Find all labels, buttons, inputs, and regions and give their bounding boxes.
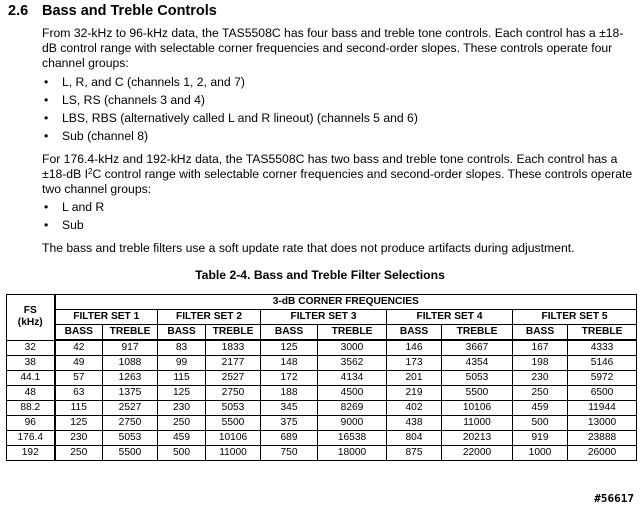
- bass-value-cell: 57: [55, 371, 103, 386]
- treble-value-cell: 2750: [103, 416, 158, 431]
- treble-value-cell: 3000: [318, 340, 387, 356]
- treble-value-cell: 5053: [206, 401, 261, 416]
- bass-value-cell: 875: [387, 446, 442, 461]
- treble-value-cell: 20213: [442, 431, 513, 446]
- bass-value-cell: 146: [387, 340, 442, 356]
- bass-header: BASS: [387, 325, 442, 341]
- treble-value-cell: 5500: [206, 416, 261, 431]
- bullet-icon: •: [44, 75, 49, 89]
- treble-header: TREBLE: [442, 325, 513, 341]
- high-rate-paragraph: For 176.4-kHz and 192-kHz data, the TAS5508C has two bass and treble tone controls. Each control has a ±18-dB $I^2C$ control range with selectable corner frequencies and second-order slopes. These controls operate two channel groups:: [42, 152, 633, 196]
- bass-header: BASS: [55, 325, 103, 341]
- treble-value-cell: 11000: [206, 446, 261, 461]
- list-item: • Sub: [44, 218, 84, 232]
- treble-value-cell: 9000: [318, 416, 387, 431]
- bullet-icon: •: [44, 200, 49, 214]
- bass-value-cell: 345: [261, 401, 318, 416]
- bass-value-cell: 63: [55, 386, 103, 401]
- channel-groups-list-1: [42, 73, 418, 145]
- table-row: [7, 446, 637, 461]
- bass-value-cell: 250: [55, 446, 103, 461]
- fs-value-cell: 32: [7, 340, 55, 356]
- filter-set-header: FILTER SET 4: [387, 310, 513, 325]
- bass-value-cell: 172: [261, 371, 318, 386]
- treble-value-cell: 1375: [103, 386, 158, 401]
- treble-header: TREBLE: [206, 325, 261, 341]
- treble-value-cell: 10106: [206, 431, 261, 446]
- filter-set-header: FILTER SET 5: [513, 310, 637, 325]
- section-number: 2.6: [8, 3, 29, 19]
- watermark: #56617: [594, 492, 634, 505]
- treble-value-cell: 4354: [442, 356, 513, 371]
- treble-value-cell: 3562: [318, 356, 387, 371]
- table-body: [7, 340, 637, 461]
- bass-value-cell: 402: [387, 401, 442, 416]
- bass-value-cell: 500: [158, 446, 206, 461]
- treble-value-cell: 5500: [442, 386, 513, 401]
- bass-value-cell: 459: [158, 431, 206, 446]
- treble-value-cell: 2750: [206, 386, 261, 401]
- treble-header: TREBLE: [103, 325, 158, 341]
- treble-value-cell: 5146: [568, 356, 637, 371]
- fs-value-cell: 176.4: [7, 431, 55, 446]
- fs-header: FS (kHz): [7, 295, 55, 341]
- fs-value-cell: 48: [7, 386, 55, 401]
- table-row: [7, 340, 637, 356]
- channel-groups-list-2: [42, 198, 104, 234]
- fs-value-cell: 38: [7, 356, 55, 371]
- treble-value-cell: 1088: [103, 356, 158, 371]
- treble-value-cell: 917: [103, 340, 158, 356]
- bass-value-cell: 919: [513, 431, 568, 446]
- table-row: [7, 401, 637, 416]
- fs-value-cell: 192: [7, 446, 55, 461]
- bass-value-cell: 115: [158, 371, 206, 386]
- bass-value-cell: 250: [158, 416, 206, 431]
- list-item: • LBS, RBS (alternatively called L and R lineout) (channels 5 and 6): [44, 111, 418, 125]
- bass-value-cell: 375: [261, 416, 318, 431]
- filter-selection-table: [6, 294, 637, 461]
- treble-value-cell: 22000: [442, 446, 513, 461]
- section-heading: [8, 3, 217, 19]
- treble-header: TREBLE: [318, 325, 387, 341]
- bass-value-cell: 438: [387, 416, 442, 431]
- bass-value-cell: 459: [513, 401, 568, 416]
- bass-value-cell: 201: [387, 371, 442, 386]
- treble-value-cell: 5500: [103, 446, 158, 461]
- bass-value-cell: 115: [55, 401, 103, 416]
- treble-value-cell: 5972: [568, 371, 637, 386]
- intro-paragraph: From 32-kHz to 96-kHz data, the TAS5508C has four bass and treble tone controls. Each control has a ±18-dB control range with selectable corner frequencies and second-order slopes. These controls operate four channel groups:: [42, 26, 624, 70]
- treble-value-cell: 4134: [318, 371, 387, 386]
- list-item: • L and R: [44, 200, 105, 214]
- treble-value-cell: 3667: [442, 340, 513, 356]
- filter-set-header: FILTER SET 2: [158, 310, 261, 325]
- bass-value-cell: 689: [261, 431, 318, 446]
- treble-value-cell: 8269: [318, 401, 387, 416]
- treble-value-cell: 13000: [568, 416, 637, 431]
- bass-value-cell: 173: [387, 356, 442, 371]
- bass-value-cell: 42: [55, 340, 103, 356]
- table-caption: Table 2-4. Bass and Treble Filter Selections: [195, 268, 445, 282]
- filter-set-header: FILTER SET 3: [261, 310, 387, 325]
- treble-value-cell: 11944: [568, 401, 637, 416]
- bass-header: BASS: [513, 325, 568, 341]
- table-row: [7, 386, 637, 401]
- table-row: [7, 431, 637, 446]
- bass-value-cell: 83: [158, 340, 206, 356]
- bass-value-cell: 125: [158, 386, 206, 401]
- list-item: • Sub (channel 8): [44, 129, 149, 143]
- treble-value-cell: 4500: [318, 386, 387, 401]
- bass-value-cell: 230: [158, 401, 206, 416]
- bass-value-cell: 198: [513, 356, 568, 371]
- treble-value-cell: 6500: [568, 386, 637, 401]
- treble-value-cell: 5053: [442, 371, 513, 386]
- bass-header: BASS: [261, 325, 318, 341]
- treble-value-cell: 26000: [568, 446, 637, 461]
- fs-value-cell: 96: [7, 416, 55, 431]
- bass-value-cell: 99: [158, 356, 206, 371]
- bass-value-cell: 219: [387, 386, 442, 401]
- fs-value-cell: 44.1: [7, 371, 55, 386]
- list-item: • LS, RS (channels 3 and 4): [44, 93, 205, 107]
- bass-value-cell: 49: [55, 356, 103, 371]
- treble-value-cell: 18000: [318, 446, 387, 461]
- bullet-icon: •: [44, 129, 49, 143]
- bass-value-cell: 188: [261, 386, 318, 401]
- bullet-icon: •: [44, 218, 49, 232]
- treble-header: TREBLE: [568, 325, 637, 341]
- table-row: [7, 356, 637, 371]
- treble-value-cell: 2527: [103, 401, 158, 416]
- treble-value-cell: 4333: [568, 340, 637, 356]
- bass-value-cell: 804: [387, 431, 442, 446]
- bass-value-cell: 230: [55, 431, 103, 446]
- treble-value-cell: 23888: [568, 431, 637, 446]
- treble-value-cell: 1263: [103, 371, 158, 386]
- bass-value-cell: 750: [261, 446, 318, 461]
- fs-value-cell: 88.2: [7, 401, 55, 416]
- bullet-icon: •: [44, 111, 49, 125]
- treble-value-cell: 11000: [442, 416, 513, 431]
- bass-value-cell: 125: [261, 340, 318, 356]
- bass-header: BASS: [158, 325, 206, 341]
- bass-value-cell: 230: [513, 371, 568, 386]
- bass-value-cell: 148: [261, 356, 318, 371]
- corner-frequencies-header: 3-dB CORNER FREQUENCIES: [55, 295, 637, 310]
- bass-value-cell: 125: [55, 416, 103, 431]
- treble-value-cell: 16538: [318, 431, 387, 446]
- filter-set-header: FILTER SET 1: [55, 310, 158, 325]
- treble-value-cell: 5053: [103, 431, 158, 446]
- bass-value-cell: 500: [513, 416, 568, 431]
- bass-value-cell: 167: [513, 340, 568, 356]
- bullet-icon: •: [44, 93, 49, 107]
- treble-value-cell: 2177: [206, 356, 261, 371]
- section-title: Bass and Treble Controls: [42, 3, 217, 19]
- table-row: [7, 416, 637, 431]
- bass-value-cell: 1000: [513, 446, 568, 461]
- table-row: [7, 371, 637, 386]
- treble-value-cell: 10106: [442, 401, 513, 416]
- list-item: • L, R, and C (channels 1, 2, and 7): [44, 75, 245, 89]
- soft-update-paragraph: The bass and treble filters use a soft update rate that does not produce artifacts during adjustment.: [42, 241, 575, 255]
- treble-value-cell: 2527: [206, 371, 261, 386]
- bass-value-cell: 250: [513, 386, 568, 401]
- treble-value-cell: 1833: [206, 340, 261, 356]
